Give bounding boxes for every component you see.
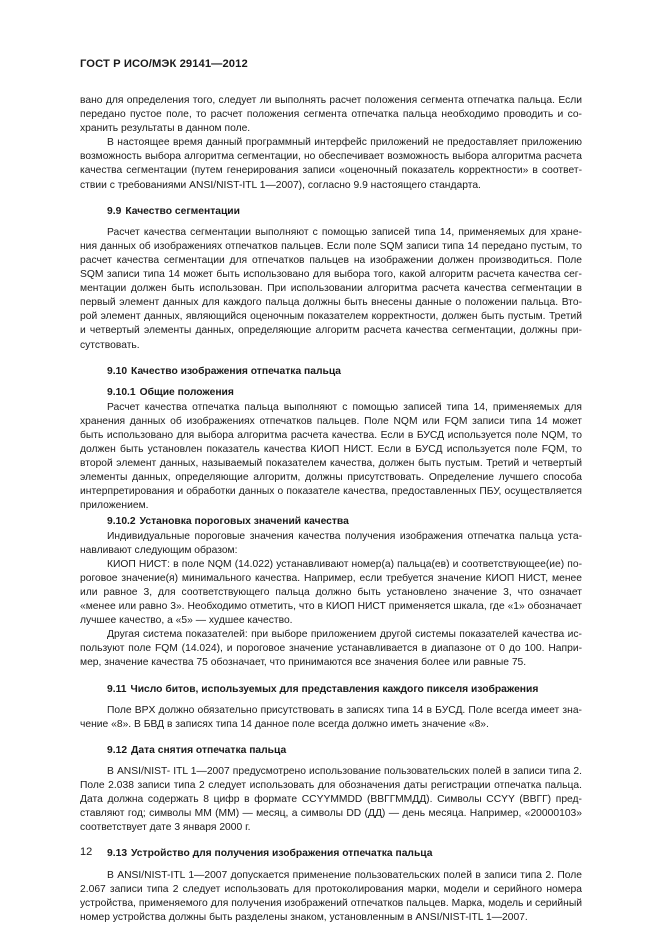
subsection-heading-9-10-2 <box>107 515 582 529</box>
paragraph: вано для определения того, следует ли выполнять расчет положения сегмента отпечатка пальца. Если передано пустое поле, то расчет положения сегмента отпечатка пальца необходимо проводить и со-хранить результаты в данном поле. <box>80 95 582 135</box>
section-title: Дата снятия отпечатка пальца <box>131 744 287 756</box>
section-heading-9-9 <box>107 205 582 219</box>
section-title: Установка пороговых значений качества <box>139 515 349 527</box>
paragraph: Расчет качества сегментации выполняют с помощью записей типа 14, применяемых для хране-ния данных об изображениях отпечатков пальцев. Если поле SQM записи типа 14 передано пустым, то расчет качества сегментации для отпечатков пальцев на изображении должен производиться. Поле SQM записи типа 14 может быть использовано для выбора того, какой алгоритм расчета качества сег-ментации должен быть использован. При использовании алгоритма расчета качества сегментации в первый элемент данных для каждого пальца должны быть внесены данные о положении пальца. Вто-рой элемент данных, являющийся оценочным показателем корректности, должен быть пустым. Третий и четвертый элементы данных, определяющие алгоритм расчета качества сегментации, должны при-сутствовать. <box>80 226 582 351</box>
section-title: Число битов, используемых для представления каждого пикселя изображения <box>130 683 539 695</box>
paragraph: В ANSI/NIST-ITL 1—2007 допускается применение пользовательских полей в записи типа 2. Поле 2.067 записи типа 2 следует использовать для протоколирования марки, модели и серийного номера устройства, применяемого для получения изображений отпечатков пальцев. Марка, модель и серийный номер устройства должны быть разделены знаком, установленным в ANSI/NIST-ITL 1—2007. <box>80 869 582 923</box>
paragraph: В настоящее время данный программный интерфейс приложений не предоставляет приложению возможность выбора алгоритма сегментации, но обеспечивает возможность выбора алгоритма расчета качества сегментации (путем генерирования записи «оценочный показатель корректности» в соответ-ствии с требованиями ANSI/NIST-ITL 1—2007), согласно 9.9 настоящего стандарта. <box>80 137 582 191</box>
section-heading-9-10 <box>107 365 582 379</box>
paragraph: Индивидуальные пороговые значения качества получения изображения отпечатка пальца уста-навливают следующим образом: <box>80 530 582 556</box>
section-heading-9-12 <box>107 744 582 758</box>
section-title: Качество изображения отпечатка пальца <box>131 365 342 377</box>
document-header: ГОСТ Р ИСО/МЭК 29141—2012 <box>80 58 248 70</box>
section-title: Качество сегментации <box>125 205 240 217</box>
section-number: 9.10.1 <box>107 386 136 398</box>
section-number: 9.9 <box>107 205 122 217</box>
paragraph: Поле BPX должно обязательно присутствовать в записях типа 14 в БУСД. Поле всегда имеет зна-чение «8». В БВД в записях типа 14 данное поле всегда должно иметь значение «8». <box>80 704 582 730</box>
section-number: 9.12 <box>107 744 128 756</box>
page-number: 12 <box>80 846 93 858</box>
document-body <box>80 94 582 925</box>
section-heading-9-11 <box>107 683 582 697</box>
paragraph: Расчет качества отпечатка пальца выполняют с помощью записей типа 14, применяемых для хранения данных об изображениях отпечатков пальцев. Поле NQM или FQM записи типа 14 может быть использовано для выбора алгоритма расчета качества. Если в БУСД используется поле NQM, то должен быть установлен показатель качества КИОП НИСТ. Если в БУСД используется поле FQM, то второй элемент данных, называемый показателем качества, должен быть пустым. Третий и четвертый элементы данных, определяющие алгоритм, должны присутствовать. Определение лучшего способа интерпретирования и обработки данных о показателе качества, предоставленных ПБУ, осуществляется приложением. <box>80 401 582 512</box>
section-number: 9.11 <box>107 683 127 695</box>
subsection-heading-9-10-1 <box>107 386 582 400</box>
section-number: 9.10.2 <box>107 515 136 527</box>
section-number: 9.10 <box>107 365 128 377</box>
section-heading-9-13 <box>107 847 582 861</box>
section-title: Общие положения <box>139 386 234 398</box>
section-number: 9.13 <box>107 848 128 860</box>
paragraph: Другая система показателей: при выборе приложением другой системы показателей качества ис-пользуют поле FQM (14.024), и пороговое значение устанавливается в диапазоне от 0 до 100. Напри-мер, значение качества 75 обозначает, что принимаются все значения более или равные 75. <box>80 629 582 669</box>
paragraph: КИОП НИСТ: в поле NQM (14.022) устанавливают номер(а) пальца(ев) и соответствующее(ие) по-роговое значение(я) минимального качества. Например, если требуется значение КИОП НИСТ, менее или равное 3, для соответствующего пальца должно быть установлено значение 3, что означает «менее или равно 3». Необходимо отметить, что в КИОП НИСТ применяется шкала, где «1» обозначает лучшее качество, а «5» — худшее качество. <box>80 558 582 627</box>
paragraph: В ANSI/NIST- ITL 1—2007 предусмотрено использование пользовательских полей в записи типа 2. Поле 2.038 записи типа 2 следует использовать для обозначения даты регистрации отпечатка пальца. Дата должна содержать 8 цифр в формате CCYYMMDD (ВВГГММДД). Символы CCYY (ВВГГ) пред-ставляют год; символы MM (ММ) — месяц, а символы DD (ДД) — день месяца. Например, «20000103» соответствует дате 3 января 2000 г. <box>80 765 582 834</box>
section-title: Устройство для получения изображения отпечатка пальца <box>131 848 433 860</box>
